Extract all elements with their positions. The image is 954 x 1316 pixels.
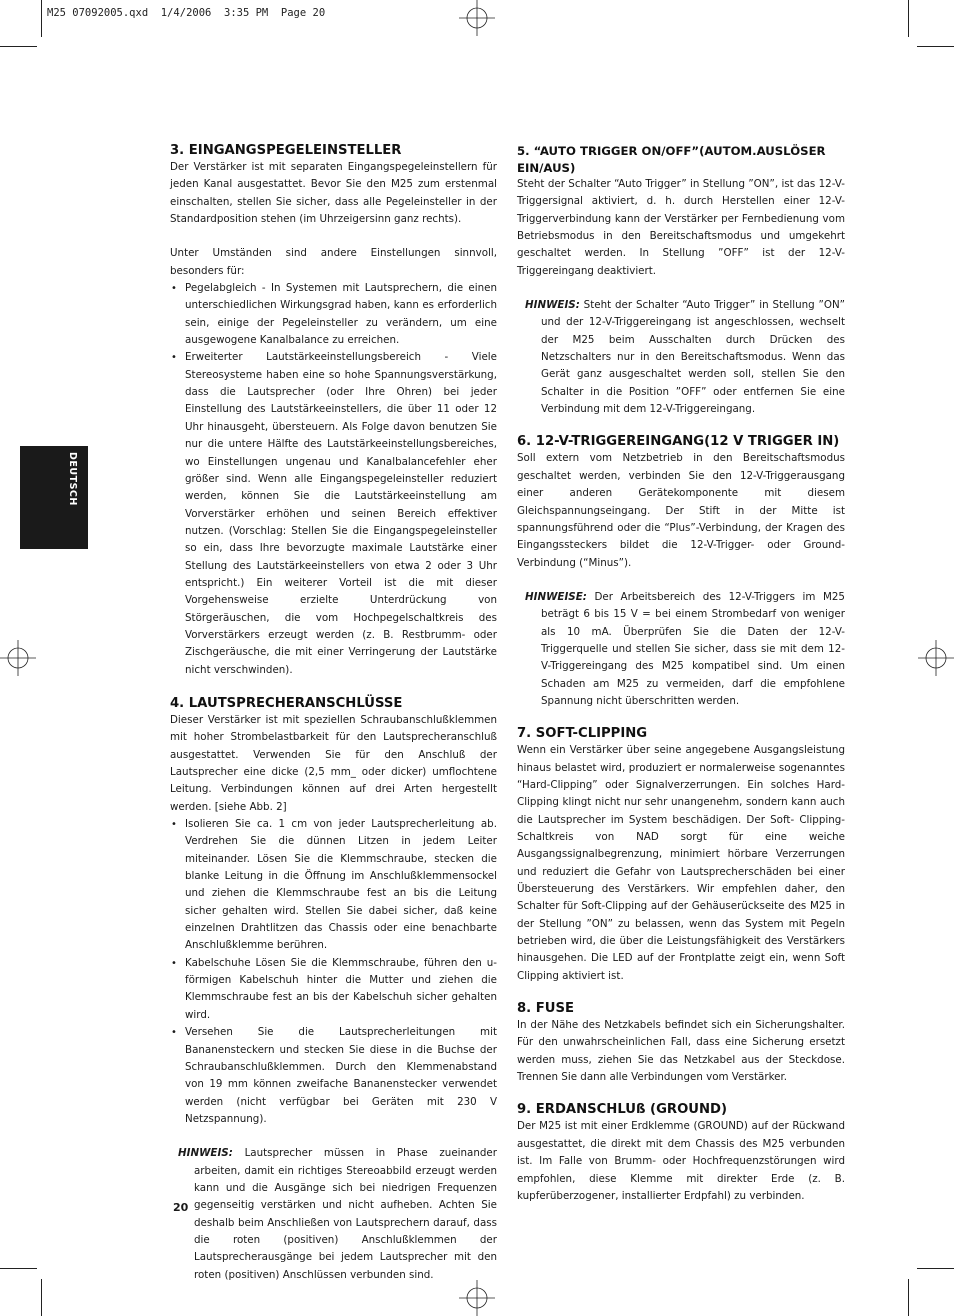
section-5	[517, 143, 845, 418]
section-7-title: 7. SOFT-CLIPPING	[517, 726, 648, 742]
note-label: HINWEIS:	[178, 1147, 233, 1160]
crop-mark	[41, 0, 42, 37]
section-6	[517, 434, 845, 710]
crop-mark	[908, 1279, 909, 1316]
section-5-note	[521, 297, 845, 418]
section-9-paragraph-1: Der M25 ist mit einer Erdklemme (GROUND) auf der Rückwand ausgestattet, die direkt mit dem Chassis des M25 verbunden ist. Im Falle von Brumm- oder Hochfrequenzstörungen wird empfohlen, diese Klemme mit direkter Erde (z. B. kupferüberzogener, installierter Erdpfahl) zu verbinden.	[517, 1120, 845, 1202]
section-4-note	[174, 1145, 497, 1284]
page-number: 20	[173, 1201, 189, 1214]
registration-mark-icon	[918, 640, 954, 676]
list-item: • Erweiterter Lautstärkeeinstellungsbereich - Viele Stereosysteme haben eine so hohe Spannungsverstärkung, dass die Lautsprecher (oder Ihre Ohren) bei jeder Einstellung des Lautstärkeeinstellers, die über 11 oder 12 Uhr hinausgeht, übersteuern. Als Folge davon benutzen Sie nur die untere Hälfte des Lautstärkeeinstellungsbereiches, wo Einstellungen ungenau und Kanalbalancefehler eher größer sind. Wenn alle Eingangspegeleinsteller reduziert werden, können Sie die Lautstärkeeinstellung am Vorverstärker erhöhen und seinen Bereich effektiver nutzen. (Vorschlag: Stellen Sie die Eingangspegeleinsteller so ein, dass Ihre bevorzugte maximale Lautstärke einer Stellung des Lautstärkeeinstellers von etwa 2 oder 3 Uhr entspricht.) Ein weiterer Vorteil ist die mit dieser Vorgehensweise erzielte Unterdrückung von Störgeräuschen, die vom Hochpegelschaltkreis des Vorverstärkers erzeugt werden (z. B. Restbrumm- oder Zischgeräusche, die mit einer Verringerung der Lautstärke nicht verschwinden).	[170, 349, 497, 679]
list-item: • Isolieren Sie ca. 1 cm von jeder Lautsprecherleitung ab. Verdrehen Sie die dünnen Litzen in jedem Leiter miteinander. Lösen Sie die Klemmschraube, stecken die blanke Leitung in die Öffnung im Anschlußklemmensockel und ziehen die Klemmschraube fest an bis die Leitung sicher gehalten wird. Stellen Sie dabei sicher, daß keine einzelnen Drahtlitzen das Chassis oder eine benachbarte Anschlußklemme berühren.	[170, 816, 497, 955]
section-8	[517, 1001, 845, 1086]
crop-mark	[41, 1279, 42, 1316]
left-column	[170, 143, 497, 1284]
section-4-paragraph-1: Dieser Verstärker ist mit speziellen Schraubanschlußklemmen mit hoher Strombelastbarkeit für den Lautsprecheranschluß ausgestattet. Verwenden Sie für den Anschluß der Lautsprecher eine dicke (2,5 mm_ oder dicker) umflochtene Leitung. Verbindungen können auf drei Arten hergestellt werden. [siehe Abb. 2]	[170, 713, 497, 813]
section-6-note	[521, 589, 845, 710]
section-3-paragraph-2: Unter Umständen sind andere Einstellungen sinnvoll, besonders für:	[170, 247, 497, 277]
section-4	[170, 696, 497, 1284]
section-8-title: 8. FUSE	[517, 1001, 574, 1017]
note-label: HINWEIS:	[525, 299, 580, 312]
section-9	[517, 1102, 845, 1205]
section-3-title: 3. EINGANGSPEGELEINSTELLER	[170, 143, 402, 158]
crop-mark	[917, 1268, 954, 1269]
print-header: M25 07092005.qxd 1/4/2006 3:35 PM Page 20	[47, 7, 326, 19]
list-item: • Versehen Sie die Lautsprecherleitungen mit Bananensteckern und stecken Sie diese in die Buchse der Schraubanschlußklemmen. Durch den Klemmenabstand von 19 mm können zweifache Bananenstecker verwendet werden (nicht verfügbar bei Geräten mit 230 V Netzspannung).	[170, 1024, 497, 1128]
registration-mark-icon	[0, 640, 36, 676]
crop-mark	[917, 46, 954, 47]
section-5-title: 5. “AUTO TRIGGER ON/OFF”(AUTOM.AUSLÖSER EIN/AUS)	[517, 144, 826, 175]
language-label: DEUTSCH	[67, 452, 78, 506]
crop-mark	[908, 0, 909, 37]
section-3	[170, 143, 497, 679]
section-3-paragraph-1: Der Verstärker ist mit separaten Eingangspegeleinstellern für jeden Kanal ausgestattet. Bevor Sie den M25 zum erstenmal einschalten, stellen Sie sicher, dass alle Pegeleinsteller in der Standardposition stehen (im Uhrzeigersinn ganz rechts).	[170, 161, 497, 226]
crop-mark	[0, 1268, 37, 1269]
section-6-paragraph-1: Soll extern vom Netzbetrieb in den Bereitschaftsmodus geschaltet werden, verbinden Sie den 12-V-Triggerausgang einer anderen Gerätekomponente mit diesem Gleichspannungseingang. Der Stift in der Mitte ist spannungsführend oder die “Plus”-Verbindung, der Kragen des Eingangssteckers bildet die 12-V-Trigger- oder Ground-Verbindung (“Minus”).	[517, 452, 845, 569]
note-label: HINWEISE:	[525, 590, 587, 603]
registration-mark-icon	[459, 1280, 495, 1316]
crop-mark	[0, 46, 37, 47]
registration-mark-icon	[459, 0, 495, 36]
language-side-tab	[20, 446, 88, 549]
note-text: Lautsprecher müssen in Phase zueinander arbeiten, damit ein richtiges Stereoabbild erzeugt werden kann und die Ausgänge sich bei niedrigen Frequenzen gegenseitig verstärken und nicht aufheben. Achten Sie deshalb beim Anschließen von Lautsprechern darauf, dass die roten (positiven) Anschlußklemmen der Lautsprecherausgänge bei jedem Lautsprecher mit den roten (positiven) Anschlüssen verbunden sind.	[194, 1147, 497, 1281]
section-4-title: 4. LAUTSPRECHERANSCHLÜSSE	[170, 695, 403, 711]
list-item: • Pegelabgleich - In Systemen mit Lautsprechern, die einen unterschiedlichen Wirkungsgrad haben, kann es erforderlich sein, einige der Pegeleinsteller zu verändern, um eine ausgewogene Kanalbalance zu erreichen.	[170, 280, 497, 349]
note-text: Der Arbeitsbereich des 12-V-Triggers im M25 beträgt 6 bis 15 V = bei einem Strombedarf von weniger als 10 mA. Überprüfen Sie die Daten der 12-V-Triggerquelle und stellen Sie sicher, dass sie mit dem 12-V-Triggereingang des M25 kompatibel sind. Um einen Schaden am M25 zu vermeiden, darf die empfohlene Spannung nicht überschritten werden.	[541, 590, 845, 707]
section-8-paragraph-1: In der Nähe des Netzkabels befindet sich ein Sicherungshalter. Für den unwahrscheinlichen Fall, dass eine Sicherung ersetzt werden muss, ziehen Sie das Netzkabel aus der Steckdose. Trennen Sie dann alle Verbindungen vom Verstärker.	[517, 1019, 845, 1084]
section-7	[517, 726, 845, 985]
list-item: • Kabelschuhe Lösen Sie die Klemmschraube, führen den u-förmigen Kabelschuh hinter die Mutter und ziehen die Klemmschraube fest an bis der Kabelschuh sicher gehalten wird.	[170, 955, 497, 1024]
right-column	[517, 143, 845, 1205]
section-5-paragraph-1: Steht der Schalter “Auto Trigger” in Stellung ”ON”, ist das 12-V-Triggersignal aktiviert, d. h. durch Herstellen einer 12-V-Triggerverbindung kann der Verstärker per Fernbedienung vom Betriebsmodus in den Bereitschaftsmodus und umgekehrt geschaltet werden. In Stellung ”OFF” ist der 12-V-Triggereingang deaktiviert.	[517, 178, 845, 277]
section-3-list	[170, 280, 497, 679]
note-text: Steht der Schalter “Auto Trigger” in Stellung ”ON” und der 12-V-Triggereingang ist angeschlossen, wechselt der M25 beim Ausschalten durch Drücken des Netzschalters nur in den Bereitschaftsmodus. Wenn das Gerät ganz ausgeschaltet werden soll, stellen Sie den Schalter in die Position ”OFF” oder entfernen Sie eine Verbindung mit dem 12-V-Triggereingang.	[541, 299, 845, 416]
section-4-list	[170, 816, 497, 1128]
section-7-paragraph-1: Wenn ein Verstärker über seine angegebene Ausgangsleistung hinaus belastet wird, produziert er normalerweise sogenanntes “Hard-Clipping” oder Signalverzerrungen. Ein solches Hard-Clipping klingt nicht nur sehr unangenehm, sondern kann auch die Lautsprecher im System beschädigen. Der Soft- Clipping-Schaltkreis von NAD sorgt für eine weiche Ausgangssignalbegrenzung, minimiert hörbare Verzerrungen und reduziert die Gefahr von Lautsprecherschäden bei einer Übersteuerung des Verstärkers. Wir empfehlen daher, den Schalter für Soft-Clipping auf der Gehäuserückseite des M25 in der Stellung ”ON” zu belassen, wenn das System mit Pegeln betrieben wird, die über die Leistungsfähigkeit des Verstärkers hinausgehen. Die LED auf der Frontplatte zeigt ein, wenn Soft Clipping aktiviert ist.	[517, 744, 845, 982]
section-6-title: 6. 12-V-TRIGGEREINGANG(12 V TRIGGER IN)	[517, 434, 840, 450]
section-9-title: 9. ERDANSCHLUß (GROUND)	[517, 1102, 727, 1118]
